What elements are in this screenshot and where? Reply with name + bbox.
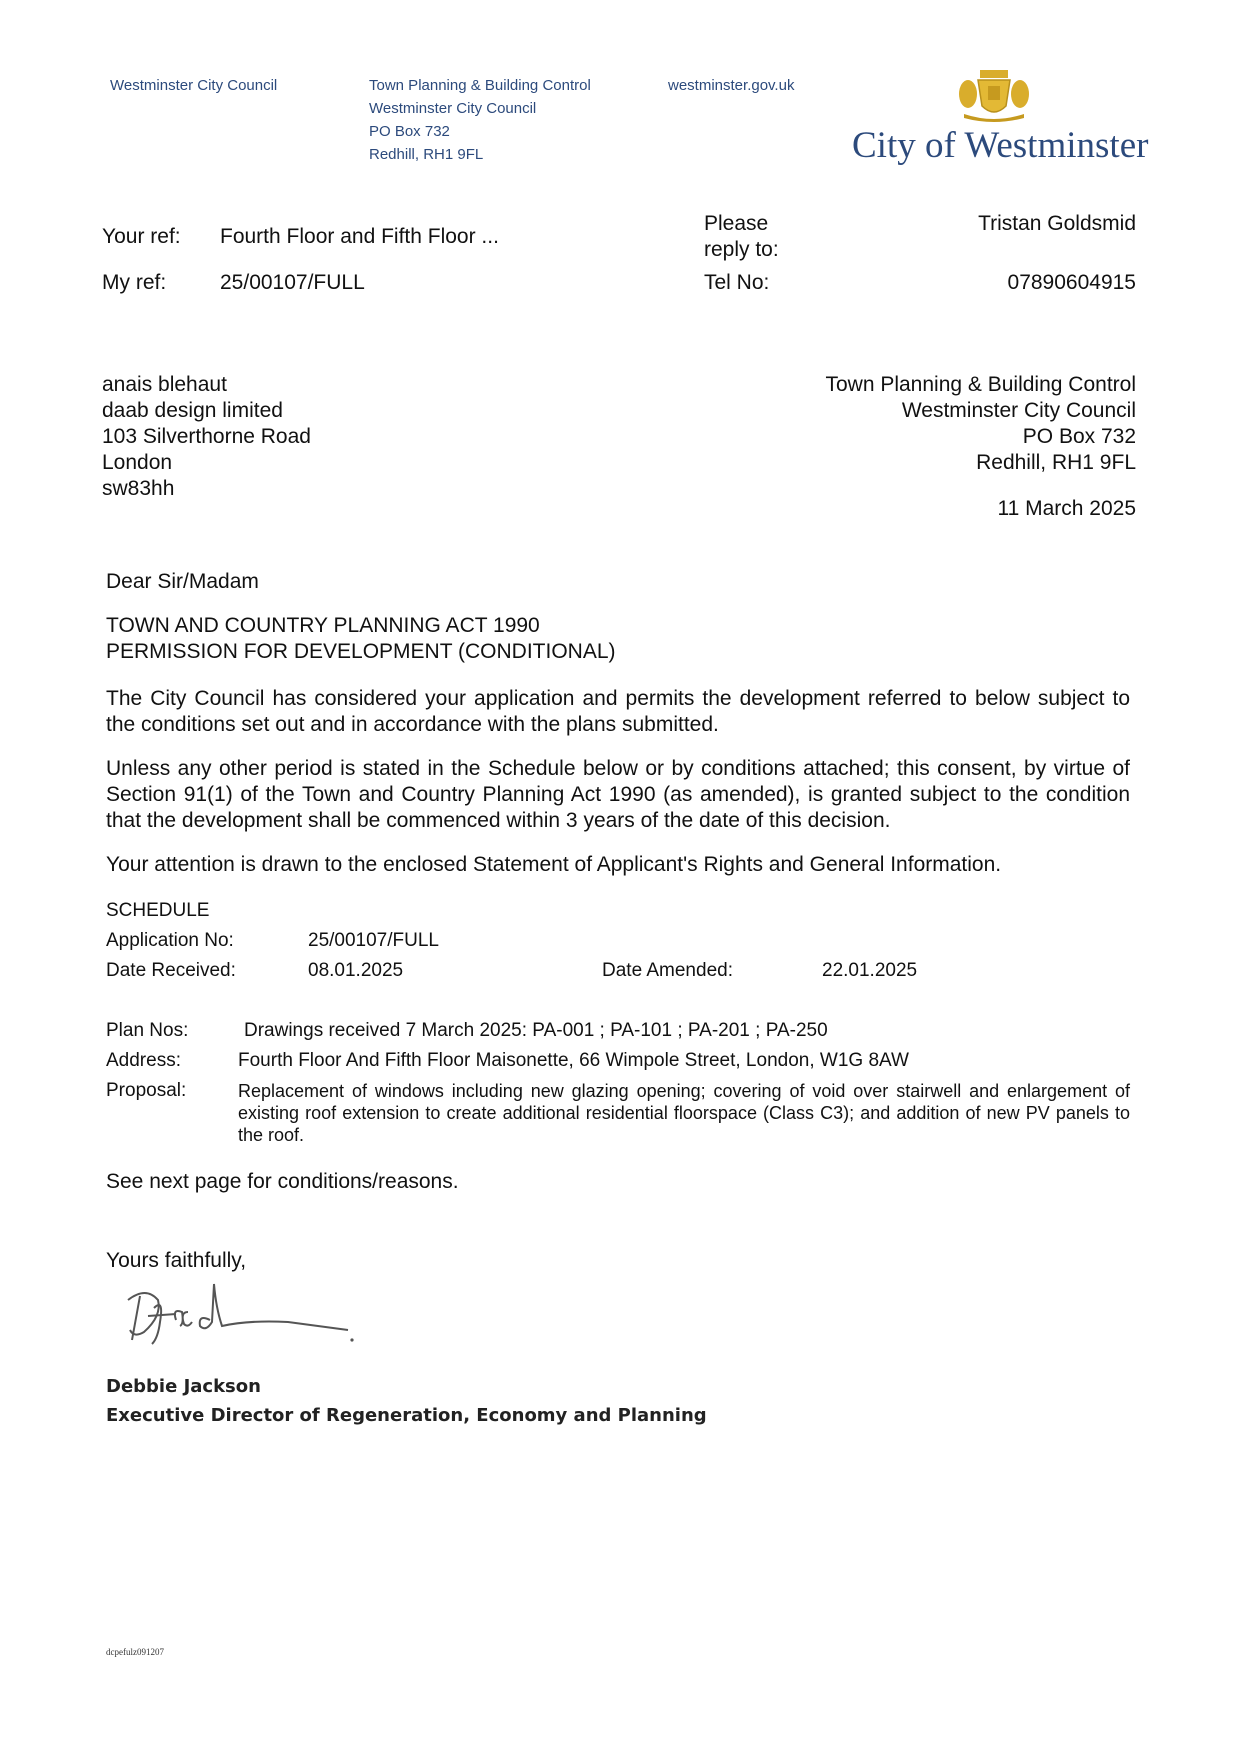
sender-line: Redhill, RH1 9FL bbox=[976, 451, 1136, 474]
date-received-label: Date Received: bbox=[106, 960, 236, 981]
sender-line: PO Box 732 bbox=[1022, 425, 1136, 448]
recipient-address bbox=[102, 372, 311, 502]
dept-line: Westminster City Council bbox=[369, 100, 537, 117]
paragraph-period: Unless any other period is stated in the Schedule below or by conditions attached; this consent, by virtue of Section 91(1) of the Town and Country Planning Act 1990 (as amended), is granted subject to the condition that the development shall be commenced within 3 years of the date of this decision. bbox=[106, 757, 1130, 832]
westminster-logo bbox=[850, 66, 1149, 176]
crest-icon bbox=[956, 66, 1032, 122]
act-heading-line: TOWN AND COUNTRY PLANNING ACT 1990 bbox=[106, 614, 540, 637]
address-value: Fourth Floor And Fifth Floor Maisonette, 66 Wimpole Street, London, W1G 8AW bbox=[238, 1050, 909, 1071]
your-ref-value: Fourth Floor and Fifth Floor ... bbox=[220, 225, 499, 248]
dept-line: Redhill, RH1 9FL bbox=[369, 146, 484, 163]
recipient-line: sw83hh bbox=[102, 477, 175, 500]
act-heading bbox=[106, 613, 616, 665]
logo-wordmark: City of Westminster bbox=[852, 125, 1149, 166]
reply-to-value: Tristan Goldsmid bbox=[978, 212, 1136, 235]
address-label: Address: bbox=[106, 1050, 181, 1071]
sender-line: Westminster City Council bbox=[901, 399, 1136, 422]
date-amended-value: 22.01.2025 bbox=[822, 960, 918, 981]
recipient-line: London bbox=[102, 451, 173, 474]
recipient-line: daab design limited bbox=[102, 399, 283, 422]
your-ref-label: Your ref: bbox=[102, 225, 181, 248]
sign-off: Yours faithfully, bbox=[106, 1249, 247, 1272]
department-address bbox=[369, 74, 591, 166]
recipient-line: anais blehaut bbox=[102, 373, 227, 396]
council-name: Westminster City Council bbox=[110, 77, 278, 94]
salutation: Dear Sir/Madam bbox=[106, 570, 259, 593]
plan-nos-value: Drawings received 7 March 2025: PA-001 ; PA-101 ; PA-201 ; PA-250 bbox=[244, 1020, 828, 1041]
reply-to-label-line: Please bbox=[704, 212, 769, 235]
reply-to-label-line: reply to: bbox=[704, 238, 779, 261]
paragraph-attention: Your attention is drawn to the enclosed Statement of Applicant's Rights and General Information. bbox=[106, 853, 1002, 876]
see-next-page: See next page for conditions/reasons. bbox=[106, 1170, 459, 1193]
sender-line: Town Planning & Building Control bbox=[825, 373, 1136, 396]
my-ref-label: My ref: bbox=[102, 271, 167, 294]
document-code: dcpefulz091207 bbox=[106, 1647, 164, 1657]
tel-value: 07890604915 bbox=[1007, 271, 1136, 294]
dept-line: Town Planning & Building Control bbox=[369, 77, 591, 94]
reply-to-label bbox=[704, 211, 779, 263]
application-no-value: 25/00107/FULL bbox=[308, 930, 439, 951]
proposal-label: Proposal: bbox=[106, 1080, 187, 1101]
letter-date: 11 March 2025 bbox=[997, 497, 1136, 520]
proposal-value: Replacement of windows including new glazing opening; covering of void over stairwell and enlargement of existing roof extension to create additional residential floorspace (Class C3); and addition of new PV panels to the roof. bbox=[238, 1081, 1130, 1145]
signatory-name: Debbie Jackson bbox=[106, 1376, 261, 1397]
date-amended-label: Date Amended: bbox=[602, 960, 733, 981]
signature-image bbox=[118, 1278, 368, 1350]
paragraph-consideration: The City Council has considered your application and permits the development referred to below subject to the conditions set out and in accordance with the plans submitted. bbox=[106, 687, 1130, 736]
schedule-title: SCHEDULE bbox=[106, 900, 210, 921]
date-received-value: 08.01.2025 bbox=[308, 960, 404, 981]
signatory-title: Executive Director of Regeneration, Economy and Planning bbox=[106, 1405, 707, 1426]
tel-label: Tel No: bbox=[704, 271, 770, 294]
my-ref-value: 25/00107/FULL bbox=[220, 271, 365, 294]
dept-line: PO Box 732 bbox=[369, 123, 450, 140]
recipient-line: 103 Silverthorne Road bbox=[102, 425, 311, 448]
act-heading-line: PERMISSION FOR DEVELOPMENT (CONDITIONAL) bbox=[106, 640, 616, 663]
website-link[interactable]: westminster.gov.uk bbox=[668, 77, 795, 94]
plan-nos-label: Plan Nos: bbox=[106, 1020, 189, 1041]
application-no-label: Application No: bbox=[106, 930, 234, 951]
sender-address bbox=[825, 372, 1136, 476]
